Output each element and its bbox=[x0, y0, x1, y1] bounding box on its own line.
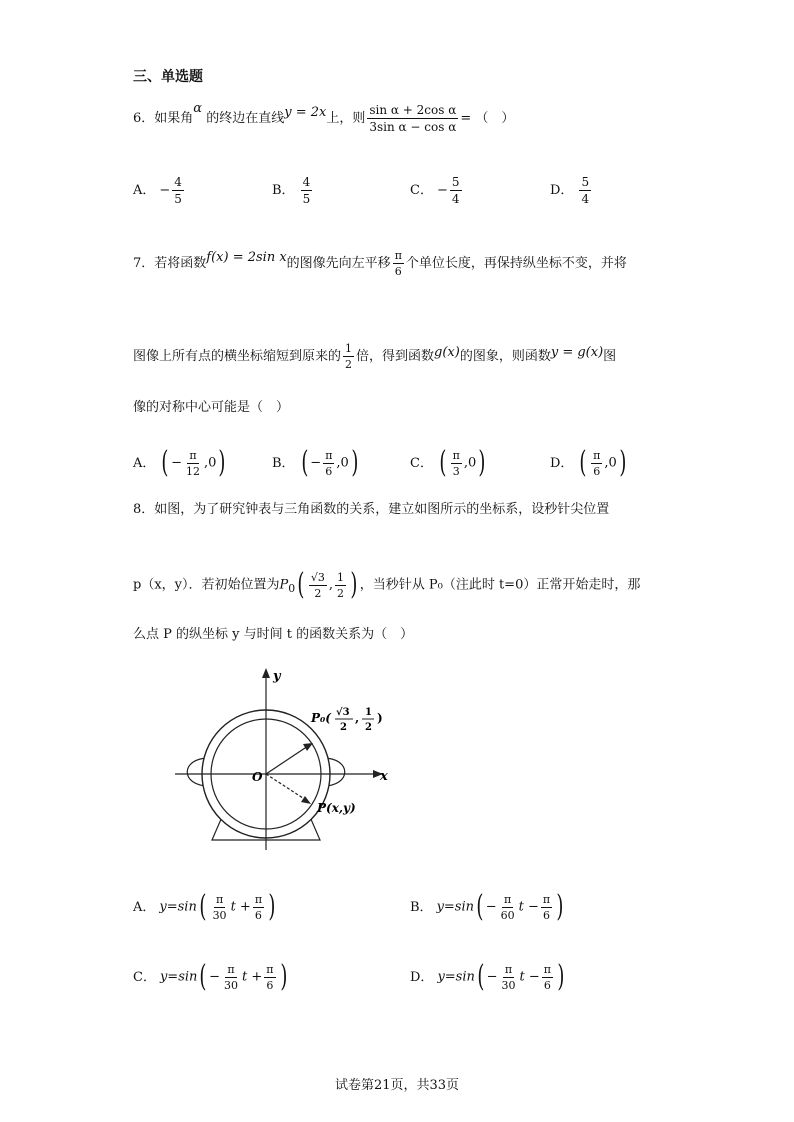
q8-line2-prefix: p（x，y）．若初始位置为 bbox=[133, 577, 280, 593]
q8-option-c-n1: π bbox=[227, 962, 235, 976]
q7-option-c[interactable]: C． ( $\frac{\pi}{3}$ ,0) bbox=[410, 445, 486, 480]
q7-option-d[interactable]: D． ( $\frac{\pi}{6}$ ,0) bbox=[550, 445, 627, 480]
q7-option-c-num: π bbox=[452, 448, 460, 462]
q8-option-b-n1: π bbox=[504, 892, 512, 906]
q8-option-a-label: A． bbox=[133, 899, 156, 915]
q7-option-b[interactable]: B． ( − $\frac{\pi}{6}$ ,0) bbox=[272, 445, 359, 480]
q8-option-c-n2: π bbox=[266, 962, 274, 976]
q8-option-a-mid: t + bbox=[230, 899, 251, 915]
q7-line2-suffix: 图 bbox=[603, 349, 617, 364]
q8-option-b-sign: − bbox=[485, 899, 497, 915]
q6-option-c[interactable] bbox=[410, 176, 464, 205]
q7-func: f(x) = 2sin x bbox=[206, 250, 287, 265]
q8-option-c-d2: 6 bbox=[266, 978, 274, 992]
q7-gx: g(x) bbox=[434, 345, 460, 360]
q6-option-c-num: 5 bbox=[451, 175, 460, 189]
q6-prefix: 6．如果角 bbox=[133, 111, 194, 126]
q7-half-den: 2 bbox=[345, 358, 353, 371]
q6-option-c-den: 4 bbox=[451, 192, 460, 206]
q7-option-b-label: B． bbox=[272, 455, 295, 471]
q6-option-a-sign: − bbox=[159, 183, 171, 198]
q8-option-a[interactable]: A． y=sin( $\frac{\pi}{30}$ t + $\frac{\pi}{6}$ ) bbox=[133, 889, 276, 924]
question-7-line-3: 像的对称中心可能是（ ） bbox=[133, 400, 290, 415]
q6-suffix: = （ ） bbox=[460, 111, 515, 126]
q7-shift-den: 6 bbox=[394, 265, 402, 278]
question-6-stem bbox=[133, 101, 515, 134]
q7-option-b-num: π bbox=[325, 448, 333, 462]
q6-option-b[interactable] bbox=[272, 176, 314, 205]
q8-option-b[interactable]: B． y=sin( − $\frac{\pi}{60}$ t − $\frac{\pi}{6}$ ) bbox=[410, 889, 564, 924]
q6-option-c-label: C． bbox=[410, 183, 433, 198]
q8-option-b-n2: π bbox=[542, 892, 551, 906]
q6-frac-num: sin α + 2cos α bbox=[369, 103, 457, 117]
q8-option-c-sign: − bbox=[209, 969, 221, 985]
q6-option-a-num: 4 bbox=[174, 175, 182, 189]
section-title: 三、单选题 bbox=[133, 69, 203, 85]
q7-option-c-label: C． bbox=[410, 455, 433, 471]
q8-option-a-n2: π bbox=[254, 892, 263, 906]
q8-option-d-d1: 30 bbox=[501, 978, 516, 992]
q8-option-d-n1: π bbox=[504, 962, 513, 976]
q8-option-b-lead: y=sin bbox=[436, 899, 475, 915]
q7-option-c-tail: ,0 bbox=[463, 455, 477, 471]
q7-mid1: 的图像先向左平移 bbox=[286, 256, 391, 271]
q6-option-b-num: 4 bbox=[302, 175, 311, 189]
q6-option-d-den: 4 bbox=[581, 192, 590, 206]
q8-option-a-lead: y=sin bbox=[159, 899, 197, 915]
q8-p0-x-num: √3 bbox=[310, 570, 325, 584]
q8-option-d[interactable]: D． y=sin( − $\frac{\pi}{30}$ t − $\frac{\pi}{6}$ ) bbox=[410, 959, 565, 994]
q8-option-d-lead: y=sin bbox=[437, 969, 475, 985]
q6-option-c-sign: − bbox=[436, 183, 448, 198]
question-8-line-2: p（x，y）．若初始位置为$P_0$( $\frac{√3}{2}$ , $\frac{1}{2}$ ) ，当秒针从 P₀（注此时 t=0）正常开始走时，那 bbox=[133, 567, 641, 602]
q7-mid2: 个单位长度，再保持纵坐标不变，并将 bbox=[405, 256, 627, 271]
q6-fraction bbox=[367, 104, 458, 133]
q7-option-d-num: π bbox=[593, 448, 601, 462]
q7-option-d-label: D． bbox=[550, 455, 574, 471]
q7-option-b-sign: − bbox=[310, 455, 322, 471]
q7-option-a[interactable]: A． ( − $\frac{\pi}{12}$ ,0) bbox=[133, 445, 226, 480]
q7-half-num: 1 bbox=[345, 342, 353, 355]
q7-line2-prefix: 图像上所有点的横坐标缩短到原来的 bbox=[133, 349, 342, 364]
p0-x-den: 2 bbox=[340, 722, 347, 733]
q7-option-d-den: 6 bbox=[593, 464, 601, 478]
q8-option-c[interactable]: C． y=sin( − $\frac{\pi}{30}$ t + $\frac{\pi}{6}$ ) bbox=[133, 959, 287, 994]
q7-shift-num: π bbox=[394, 249, 402, 262]
q7-option-a-sign: − bbox=[171, 455, 183, 471]
q7-option-a-label: A． bbox=[133, 455, 156, 471]
question-7-line-1 bbox=[133, 250, 627, 277]
question-8-line-3: 么点 P 的纵坐标 y 与时间 t 的函数关系为（ ） bbox=[133, 627, 414, 642]
q6-option-b-label: B． bbox=[272, 183, 295, 198]
q6-alpha: α bbox=[193, 101, 203, 116]
q7-option-a-num: π bbox=[189, 448, 197, 462]
q6-option-d-num: 5 bbox=[581, 175, 590, 189]
question-8-line-1: 8．如图，为了研究钟表与三角函数的关系，建立如图所示的坐标系，设秒针尖位置 bbox=[133, 502, 610, 517]
q8-option-b-d1: 60 bbox=[500, 908, 515, 922]
q8-option-b-mid: t − bbox=[518, 899, 539, 915]
q7-line2-mid2: 的图象，则函数 bbox=[459, 349, 551, 364]
q7-option-d-tail: ,0 bbox=[604, 455, 617, 471]
p0-y-num: 1 bbox=[365, 707, 372, 718]
q7-option-a-den: 12 bbox=[186, 464, 201, 478]
origin-label: O bbox=[252, 770, 263, 784]
q6-option-a-den: 5 bbox=[174, 192, 182, 206]
q8-option-d-label: D． bbox=[410, 969, 434, 985]
page-footer: 试卷第21页，共33页 bbox=[334, 1078, 460, 1093]
q7-line2-mid: 倍，得到函数 bbox=[356, 349, 435, 364]
q8-option-b-d2: 6 bbox=[543, 908, 550, 922]
q8-option-b-label: B． bbox=[410, 899, 433, 915]
svg-text:): ) bbox=[377, 711, 383, 725]
q8-option-d-d2: 6 bbox=[543, 978, 551, 992]
q7-ygx: y = g(x) bbox=[550, 345, 604, 360]
q6-mid2: 上，则 bbox=[326, 111, 366, 126]
q8-p0-y-den: 2 bbox=[337, 586, 345, 600]
y-axis-label: y bbox=[273, 669, 281, 684]
q8-option-c-label: C． bbox=[133, 969, 156, 985]
q6-frac-den: 3sin α − cos α bbox=[369, 120, 457, 134]
q8-option-a-n1: π bbox=[215, 892, 224, 906]
q6-option-d[interactable] bbox=[550, 176, 593, 205]
q6-option-d-label: D． bbox=[550, 183, 574, 198]
q8-option-d-sign: − bbox=[486, 969, 498, 985]
q8-p0-sub: 0 bbox=[288, 582, 296, 596]
q7-option-b-den: 6 bbox=[325, 464, 333, 478]
q6-option-a[interactable] bbox=[133, 176, 186, 205]
q8-option-c-d1: 30 bbox=[224, 978, 239, 992]
p0-y-den: 2 bbox=[365, 722, 372, 733]
q8-option-c-mid: t + bbox=[242, 969, 263, 985]
q8-p0-y-num: 1 bbox=[337, 570, 345, 584]
clock-figure bbox=[175, 660, 405, 850]
q7-option-b-tail: ,0 bbox=[336, 455, 349, 471]
q8-option-d-n2: π bbox=[543, 962, 551, 976]
p-label: P(x,y) bbox=[317, 801, 356, 815]
q8-option-a-d1: 30 bbox=[212, 908, 227, 922]
q8-p0: P bbox=[279, 577, 289, 593]
q7-prefix: 7．若将函数 bbox=[133, 256, 207, 271]
question-7-line-2 bbox=[133, 343, 616, 370]
q8-option-d-mid: t − bbox=[519, 969, 540, 985]
q7-option-a-tail: ,0 bbox=[204, 455, 217, 471]
q6-option-b-den: 5 bbox=[302, 192, 311, 206]
q6-mid1: 的终边在直线 bbox=[206, 111, 285, 126]
q8-line2-suffix: ，当秒针从 P₀（注此时 t=0）正常开始走时，那 bbox=[359, 577, 641, 593]
q6-line-eq: y = 2x bbox=[284, 105, 327, 120]
p0-sqrt: √3 bbox=[336, 707, 350, 718]
y-axis-arrow bbox=[262, 668, 270, 678]
q6-option-a-label: A． bbox=[133, 183, 156, 198]
q8-option-a-d2: 6 bbox=[254, 908, 262, 922]
q8-p0-x-den: 2 bbox=[314, 586, 322, 600]
p0-label: P₀( bbox=[311, 711, 331, 725]
svg-text:,: , bbox=[355, 711, 360, 725]
q8-option-c-lead: y=sin bbox=[159, 969, 198, 985]
q7-option-c-den: 3 bbox=[452, 464, 460, 478]
x-axis-label: x bbox=[380, 769, 388, 784]
